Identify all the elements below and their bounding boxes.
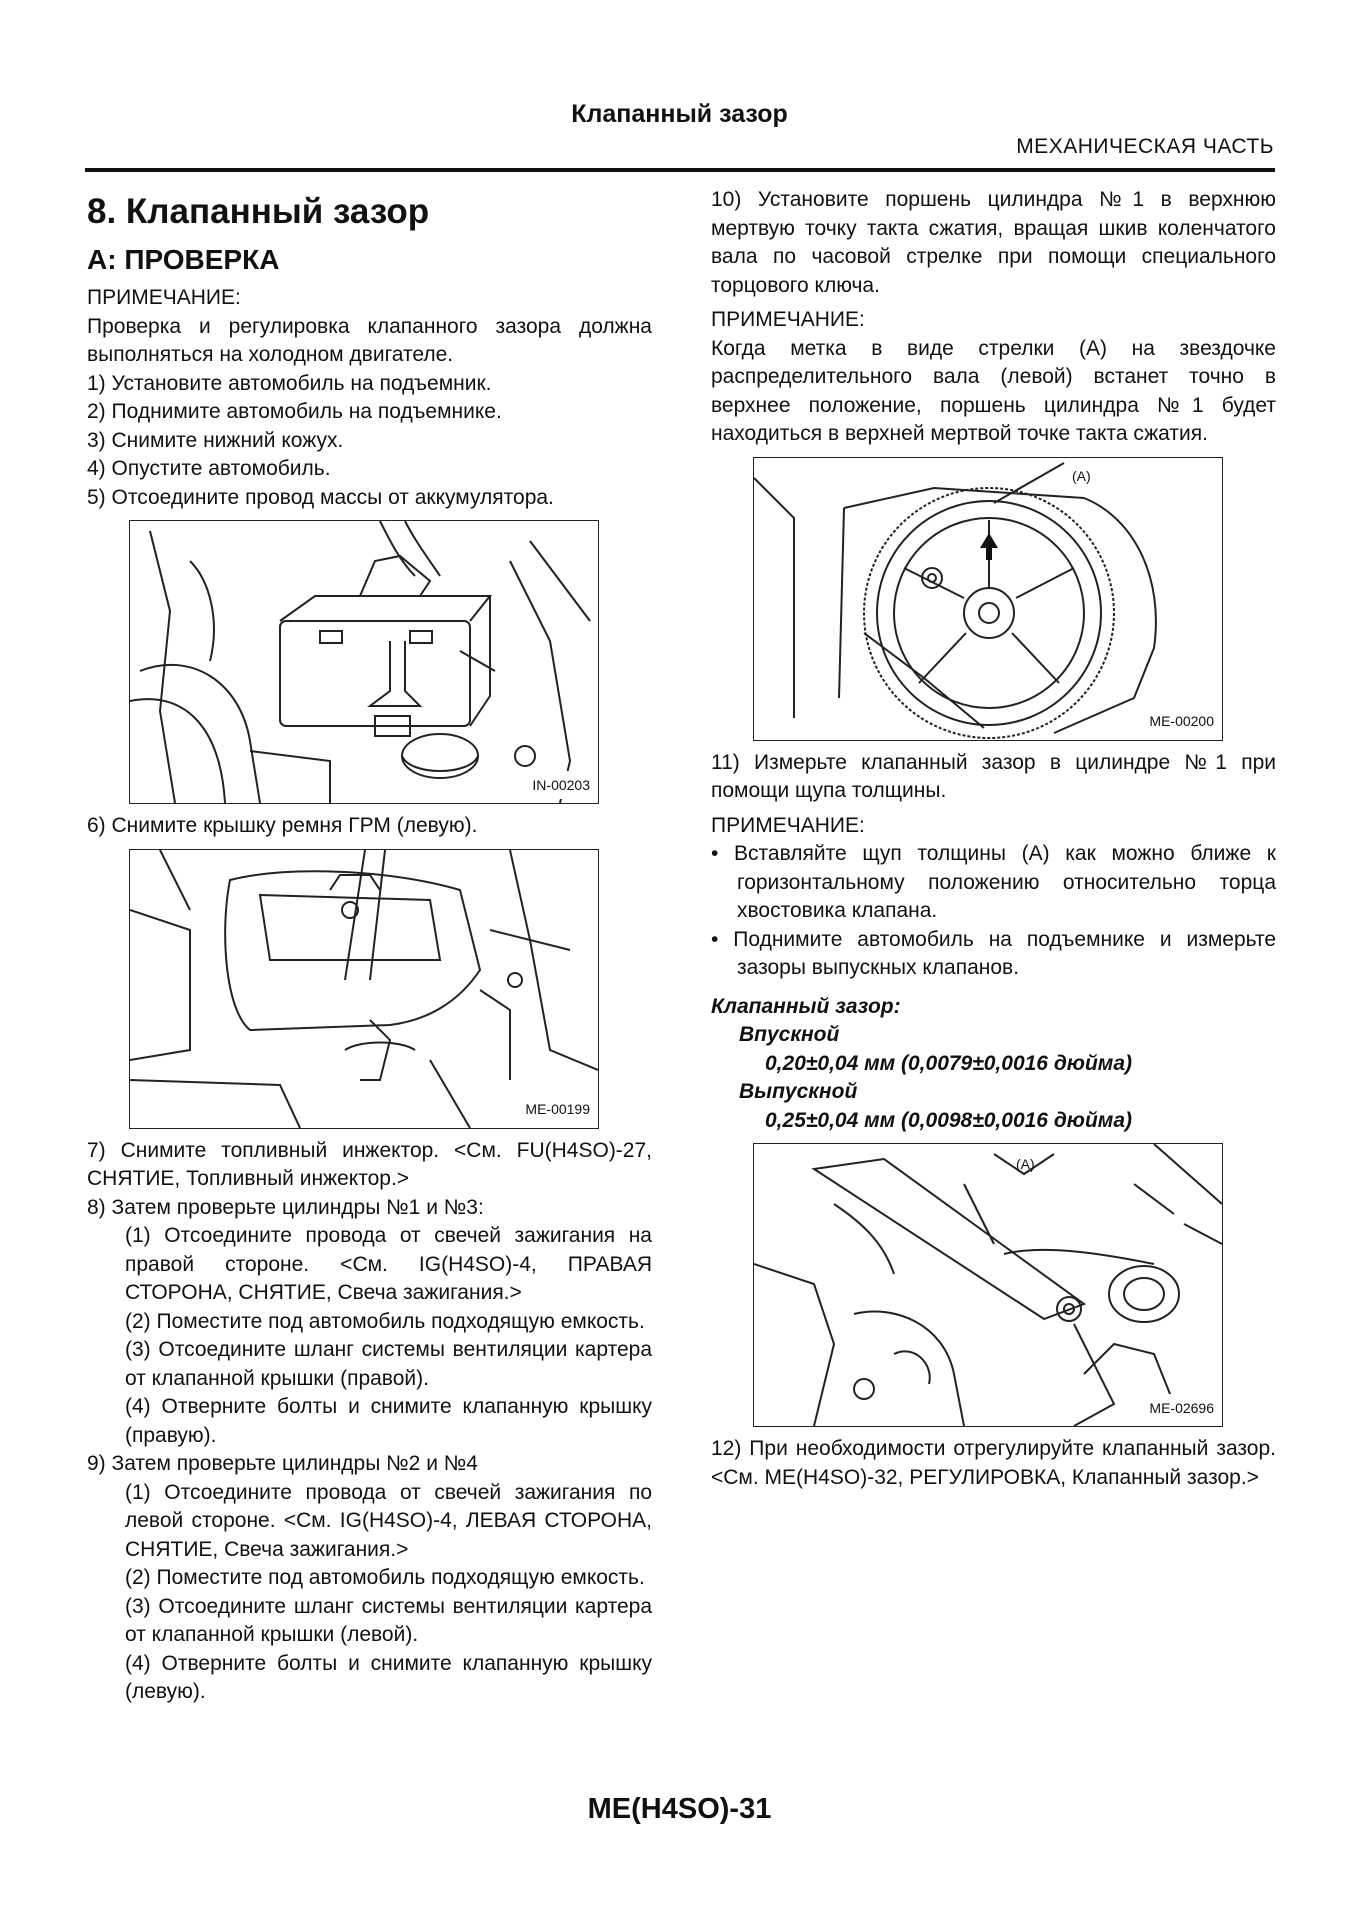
step-9-1: (1) Отсоедините провода от свечей зажигания по левой стороне. <См. IG(H4SO)-4, ЛЕВАЯ СТОРОНА, СНЯТИЕ, Свеча зажигания.> bbox=[125, 1480, 652, 1561]
spec-intake-label: Впускной bbox=[739, 1023, 840, 1046]
step-9-3: (3) Отсоедините шланг системы вентиляции картера от клапанной крышки (левой). bbox=[125, 1594, 652, 1646]
step-1: 1) Установите автомобиль на подъемник. bbox=[87, 371, 492, 395]
note-label: ПРИМЕЧАНИЕ: bbox=[711, 813, 865, 837]
step-9: 9) Затем проверьте цилиндры №2 и №4 bbox=[87, 1452, 478, 1475]
spec-block bbox=[711, 993, 1276, 1136]
step-2: 2) Поднимите автомобиль на подъемнике. bbox=[87, 400, 502, 423]
section-heading: 8. Клапанный зазор bbox=[87, 192, 430, 231]
right-column bbox=[711, 186, 1276, 1492]
step-4: 4) Опустите автомобиль. bbox=[87, 457, 331, 480]
header-rule bbox=[85, 168, 1275, 172]
feeler-gauge-illustration bbox=[754, 1144, 1222, 1426]
note-bullet-2: • Поднимите автомобиль на подъемнике и измерьте зазоры выпускных клапанов. bbox=[711, 927, 1276, 979]
figure-code: ME-00200 bbox=[1147, 707, 1216, 736]
step-8-3: (3) Отсоедините шланг системы вентиляции картера от клапанной крышки (правой). bbox=[125, 1338, 652, 1390]
step-6: 6) Снимите крышку ремня ГРМ (левую). bbox=[87, 814, 478, 837]
step-10: 10) Установите поршень цилиндра №1 в верхнюю мертвую точку такта сжатия, вращая шкив коленчатого вала по часовой стрелке при помощи специального торцового ключа. bbox=[711, 188, 1276, 297]
step-8-2: (2) Поместите под автомобиль подходящую емкость. bbox=[125, 1309, 645, 1333]
note-label: ПРИМЕЧАНИЕ: bbox=[711, 308, 865, 331]
spec-title: Клапанный зазор: bbox=[711, 994, 901, 1018]
figure-feeler-gauge bbox=[753, 1143, 1223, 1427]
camshaft-sprocket-illustration bbox=[754, 458, 1222, 740]
subsection-heading: A: ПРОВЕРКА bbox=[87, 244, 280, 275]
page-number: ME(H4SO)-31 bbox=[587, 1793, 772, 1825]
callout-label: (A) bbox=[1072, 467, 1091, 484]
timing-cover-illustration bbox=[130, 850, 598, 1128]
spec-exhaust-label: Выпускной bbox=[739, 1080, 858, 1103]
step-11: 11) Измерьте клапанный зазор в цилиндре №1 при помощи щупа толщины. bbox=[711, 750, 1276, 802]
step-7: 7) Снимите топливный инжектор. <См. FU(H4SO)-27, СНЯТИЕ, Топливный инжектор.> bbox=[87, 1138, 652, 1190]
spec-exhaust-value: 0,25±0,04 мм (0,0098±0,0016 дюйма) bbox=[765, 1108, 1132, 1132]
left-column bbox=[87, 186, 652, 1707]
note-text: Проверка и регулировка клапанного зазора должна выполняться на холодном двигателе. bbox=[87, 314, 652, 366]
arrow-mark bbox=[980, 533, 998, 560]
figure-timing-cover bbox=[129, 849, 599, 1129]
note-label: ПРИМЕЧАНИЕ: bbox=[87, 286, 241, 309]
step-9-4: (4) Отверните болты и снимите клапанную крышку (левую). bbox=[125, 1651, 652, 1703]
figure-code: ME-00199 bbox=[523, 1095, 592, 1124]
battery-illustration bbox=[130, 521, 598, 803]
header-section: МЕХАНИЧЕСКАЯ ЧАСТЬ bbox=[1016, 135, 1274, 158]
header-title: Клапанный зазор bbox=[571, 100, 788, 128]
figure-camshaft-sprocket bbox=[753, 457, 1223, 741]
note-text: Когда метка в виде стрелки (A) на звездочке распределительного вала (левой) встанет точно в верхнее положение, поршень цилиндра №1 будет находиться в верхней мертвой точке такта сжатия. bbox=[711, 336, 1276, 445]
step-5: 5) Отсоедините провод массы от аккумулятора. bbox=[87, 485, 554, 509]
step-8-4: (4) Отверните болты и снимите клапанную крышку (правую). bbox=[125, 1395, 652, 1447]
figure-code: IN-00203 bbox=[530, 771, 592, 800]
figure-code: ME-02696 bbox=[1147, 1394, 1216, 1423]
note-bullet-1: • Вставляйте щуп толщины (A) как можно ближе к горизонтальному положению относительно торца хвостовика клапана. bbox=[711, 842, 1276, 922]
step-8-1: (1) Отсоедините провода от свечей зажигания на правой стороне. <См. IG(H4SO)-4, ПРАВАЯ СТОРОНА, СНЯТИЕ, Свеча зажигания.> bbox=[125, 1224, 652, 1304]
callout-label: (A) bbox=[1016, 1156, 1035, 1172]
figure-battery bbox=[129, 520, 599, 804]
step-9-2: (2) Поместите под автомобиль подходящую емкость. bbox=[125, 1566, 645, 1589]
step-12: 12) При необходимости отрегулируйте клапанный зазор. <См. ME(H4SO)-32, РЕГУЛИРОВКА, Клапанный зазор.> bbox=[711, 1437, 1276, 1489]
step-3: 3) Снимите нижний кожух. bbox=[87, 428, 344, 452]
spec-intake-value: 0,20±0,04 мм (0,0079±0,0016 дюйма) bbox=[765, 1051, 1132, 1075]
step-8: 8) Затем проверьте цилиндры №1 и №3: bbox=[87, 1195, 484, 1219]
